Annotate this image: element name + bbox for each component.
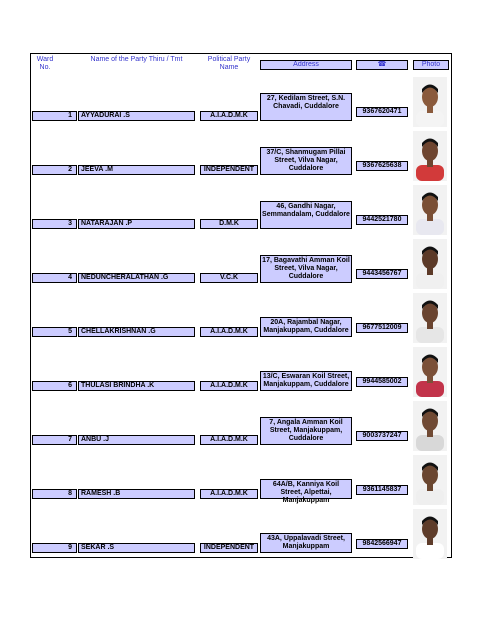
member-name: THULASI BRINDHA .K [78,381,195,391]
member-address: 17, Bagavathi Amman Koil Street, Vilva Nagar, Cuddalore [260,255,352,283]
ward-number: 7 [32,435,77,445]
phone-number: 9361145837 [356,485,408,495]
party-name: INDEPENDENT [200,165,258,175]
party-name: A.I.A.D.M.K [200,435,258,445]
member-name: ANBU .J [78,435,195,445]
table-row [31,128,451,184]
member-address: 7, Angala Amman Koil Street, Manjakuppam, Cuddalore [260,417,352,445]
header-party: Political Party Name [207,56,251,71]
table-row [31,236,451,292]
member-address: 64A/B, Kanniya Koil Street, Alpettai, Manjakuppam [260,479,352,499]
phone-number: 9003737247 [356,431,408,441]
member-address: 37/C, Shanmugam Pillai Street, Vilva Nagar, Cuddalore [260,147,352,175]
member-photo [413,509,447,559]
header-phone [356,60,408,70]
phone-number: 9367625638 [356,161,408,171]
table-row [31,398,451,454]
member-photo [413,77,447,127]
table-row [31,506,451,562]
table-row [31,74,451,130]
party-name: A.I.A.D.M.K [200,489,258,499]
table-row [31,182,451,238]
header-photo: Photo [413,60,449,70]
ward-number: 5 [32,327,77,337]
member-photo [413,455,447,505]
table-row [31,344,451,400]
member-address: 20A, Rajambal Nagar, Manjakuppam, Cuddalore [260,317,352,337]
member-photo [413,131,447,181]
party-name: A.I.A.D.M.K [200,381,258,391]
member-name: NEDUNCHERALATHAN .G [78,273,195,283]
member-photo [413,401,447,451]
member-name: JEEVA .M [78,165,195,175]
member-address: 13/C, Eswaran Koil Street, Manjakuppam, Cuddalore [260,371,352,391]
member-photo [413,347,447,397]
table-row [31,452,451,508]
phone-number: 9443456767 [356,269,408,279]
member-address: 46, Gandhi Nagar, Semmandalam, Cuddalore [260,201,352,229]
phone-number: 9442521780 [356,215,408,225]
member-name: RAMESH .B [78,489,195,499]
member-photo [413,239,447,289]
ward-number: 2 [32,165,77,175]
member-name: NATARAJAN .P [78,219,195,229]
party-name: V.C.K [200,273,258,283]
ward-number: 3 [32,219,77,229]
header-address: Address [260,60,352,70]
ward-number: 4 [32,273,77,283]
member-name: CHELLAKRISHNAN .G [78,327,195,337]
party-name: A.I.A.D.M.K [200,327,258,337]
phone-number: 9677512009 [356,323,408,333]
phone-number: 9842566947 [356,539,408,549]
phone-icon: ☎ [377,61,387,68]
member-address: 43A, Uppalavadi Street, Manjakuppam [260,533,352,553]
table-row [31,290,451,346]
phone-number: 9944585002 [356,377,408,387]
member-name: AYYADURAI .S [78,111,195,121]
party-name: A.I.A.D.M.K [200,111,258,121]
member-photo [413,185,447,235]
phone-number: 9367620471 [356,107,408,117]
member-address: 27, Kedilam Street, S.N. Chavadi, Cuddalore [260,93,352,121]
party-name: INDEPENDENT [200,543,258,553]
ward-number: 6 [32,381,77,391]
ward-number: 1 [32,111,77,121]
member-photo [413,293,447,343]
party-name: D.M.K [200,219,258,229]
ward-number: 9 [32,543,77,553]
header-ward: Ward No. [36,56,54,71]
header-name: Name of the Party Thiru / Tmt [90,56,183,63]
ward-number: 8 [32,489,77,499]
councillor-table [30,53,452,558]
member-name: SEKAR .S [78,543,195,553]
